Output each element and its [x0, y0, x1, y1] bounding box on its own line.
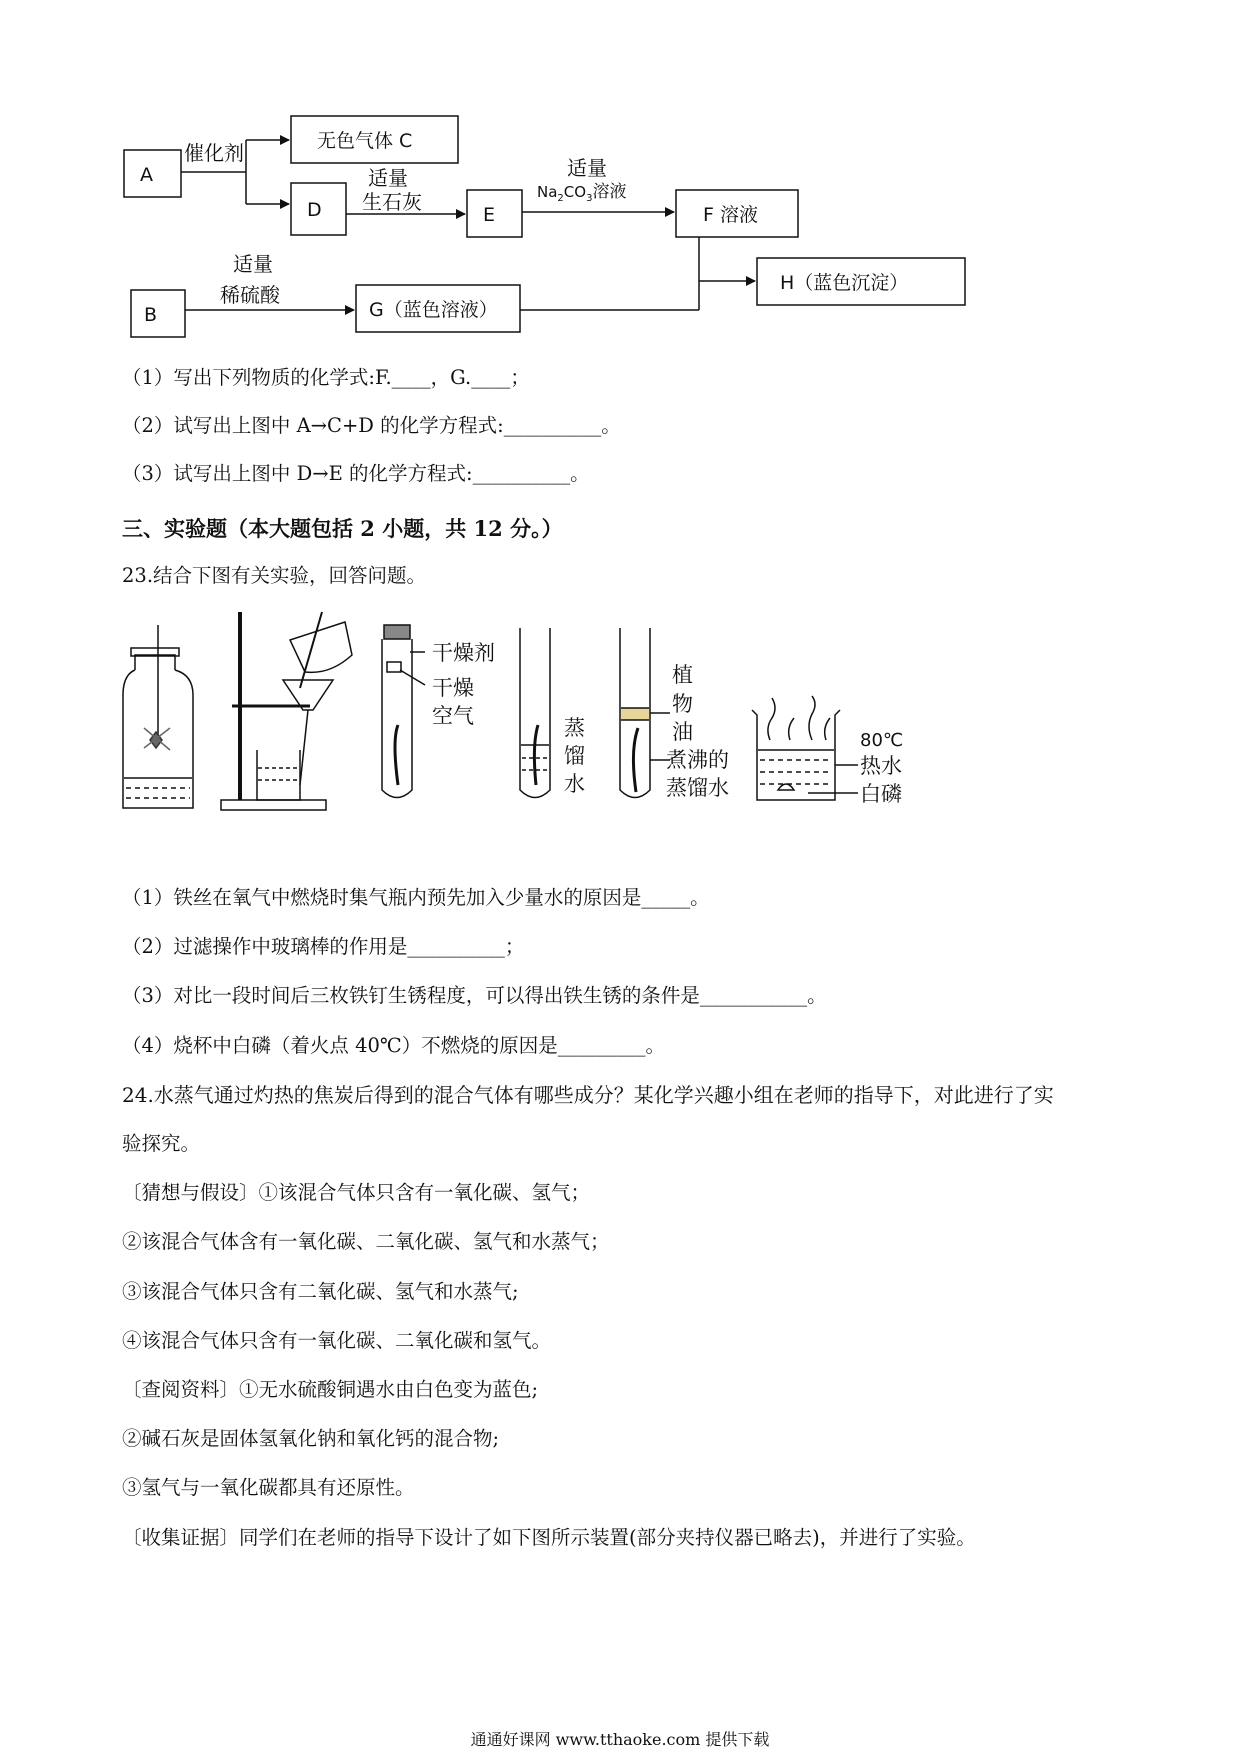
page-footer: 通通好课网 www.tthaoke.com 提供下载	[470, 1730, 770, 1749]
q23-line-3: （3）对比一段时间后三枚铁钉生锈程度，可以得出铁生锈的条件是___________。	[122, 984, 827, 1007]
q23-line-1: （1）铁丝在氧气中燃烧时集气瓶内预先加入少量水的原因是_____。	[122, 886, 710, 909]
q24-line-10: 〔收集证据〕同学们在老师的指导下设计了如下图所示装置(部分夹持仪器已略去)，并进行了实验。	[122, 1526, 976, 1549]
q24-line-5: ③该混合气体只含有二氧化碳、氢气和水蒸气;	[122, 1280, 519, 1303]
label-boiled-1: 煮沸的	[666, 748, 729, 772]
label-dry-1: 干燥	[432, 676, 474, 700]
label-temperature: 80℃	[860, 730, 904, 751]
q23-line-2: （2）过滤操作中玻璃棒的作用是__________；	[122, 935, 525, 958]
test-tube-oil	[620, 628, 670, 798]
section-heading: 三、实验题（本大题包括 2 小题，共 12 分。）	[122, 516, 563, 541]
label-f: F 溶液	[703, 204, 758, 226]
label-oil-3: 油	[672, 720, 693, 744]
q22-line-1: （1）写出下列物质的化学式:F.____，G.____；	[122, 366, 530, 389]
label-hot-water: 热水	[860, 754, 902, 778]
test-tube-distilled-water	[520, 628, 550, 798]
q24-line-9: ③氢气与一氧化碳都具有还原性。	[122, 1476, 415, 1499]
test-tube-desiccant	[382, 625, 425, 798]
label-g: G（蓝色溶液）	[369, 299, 498, 321]
label-amount-1: 适量	[368, 166, 408, 190]
q23-title: 23.结合下图有关实验，回答问题。	[122, 564, 427, 587]
label-quicklime: 生石灰	[362, 190, 422, 214]
label-amount-3: 适量	[233, 252, 273, 276]
q24-line-3: 〔猜想与假设〕①该混合气体只含有一氧化碳、氢气；	[122, 1181, 591, 1204]
q22-line-3: （3）试写出上图中 D→E 的化学方程式:__________。	[122, 462, 590, 485]
q22-line-2: （2）试写出上图中 A→C+D 的化学方程式:__________。	[122, 414, 621, 437]
beaker-phosphorus	[752, 696, 858, 800]
label-dilute-acid: 稀硫酸	[220, 283, 280, 307]
q24-line-4: ②该混合气体含有一氧化碳、二氧化碳、氢气和水蒸气；	[122, 1230, 610, 1253]
label-boiled-2: 蒸馏水	[666, 776, 729, 800]
label-oil-1: 植	[672, 663, 693, 687]
label-dry-2: 空气	[432, 704, 474, 728]
q24-line-8: ②碱石灰是固体氢氧化钠和氧化钙的混合物;	[122, 1427, 500, 1450]
label-e: E	[483, 204, 496, 226]
label-c: 无色气体 C	[317, 130, 413, 152]
label-na2co3: $Na_2CO_3$溶液	[537, 182, 627, 204]
filtration-stand	[221, 612, 352, 810]
label-a: A	[140, 164, 153, 186]
q24-line-2: 验探究。	[122, 1132, 201, 1155]
q24-line-6: ④该混合气体只含有一氧化碳、二氧化碳和氢气。	[122, 1329, 552, 1352]
label-oil-2: 物	[672, 692, 693, 716]
gas-bottle	[123, 625, 193, 808]
q24-line-1: 24.水蒸气通过灼热的焦炭后得到的混合气体有哪些成分？某化学兴趣小组在老师的指导下，对此进行了实	[122, 1083, 1054, 1107]
label-desiccant: 干燥剂	[432, 641, 495, 665]
label-water-2: 馏	[564, 744, 585, 768]
label-phosphorus: 白磷	[860, 782, 902, 806]
label-water-1: 蒸	[564, 716, 585, 740]
label-amount-2: 适量	[567, 156, 607, 180]
label-catalyst: 催化剂	[184, 141, 244, 165]
box-b	[131, 290, 185, 337]
label-water-3: 水	[564, 772, 585, 796]
apparatus-figure	[0, 600, 1240, 820]
q23-line-4: （4）烧杯中白磷（着火点 40℃）不燃烧的原因是_________。	[122, 1034, 665, 1057]
label-b: B	[144, 304, 158, 326]
label-d: D	[307, 199, 322, 221]
reaction-flowchart	[0, 0, 1240, 350]
label-h: H（蓝色沉淀）	[780, 272, 909, 294]
q24-line-7: 〔查阅资料〕①无水硫酸铜遇水由白色变为蓝色;	[122, 1378, 539, 1401]
